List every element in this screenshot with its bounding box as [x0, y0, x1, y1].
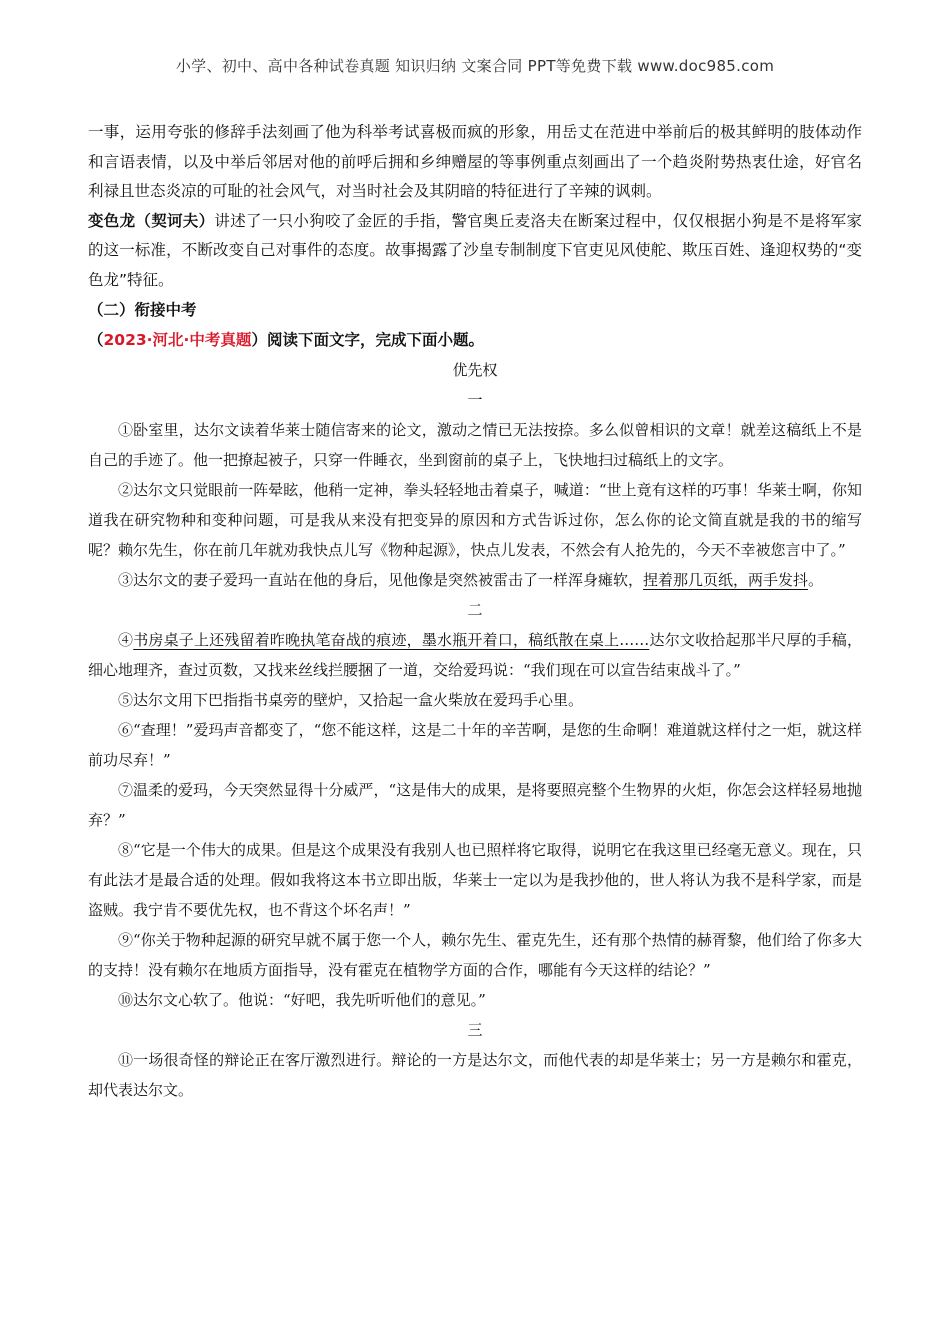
underlined-sentence-1: 捏着那几页纸，两手发抖: [643, 571, 809, 589]
passage-paragraph-1: ①卧室里，达尔文读着华莱士随信寄来的论文，激动之情已无法按捺。多么似曾相识的文章！就差这稿纸上不是自己的手迹了。他一把撩起被子，只穿一件睡衣，坐到窗前的桌子上，飞快地扫过稿纸上的文字。: [88, 421, 862, 469]
passage-paragraph-10: ⑩达尔文心软了。他说：“好吧，我先听听他们的意见。”: [118, 991, 486, 1009]
question-instruction: （2023·河北·中考真题）阅读下面文字，完成下面小题。: [88, 331, 484, 349]
passage-paragraph-4: ④书房桌子上还残留着昨晚执笔奋战的痕迹，墨水瓶开着口，稿纸散在桌上……达尔文收拾起那半尺厚的手稿，细心地理齐，查过页数，又找来丝线拦腰捆了一道，交给爱玛说：“我们现在可以宣告结束战斗了。”: [88, 631, 862, 679]
passage-paragraph-8: ⑧“它是一个伟大的成果。但是这个成果没有我别人也已照样将它取得，说明它在我这里已经毫无意义。现在，只有此法才是最合适的处理。假如我将这本书立即出版，华莱士一定以为是我抄他的，世人将认为我不是科学家，而是盗贼。我宁肯不要优先权，也不背这个坏名声！”: [88, 841, 862, 919]
passage-paragraph-11: ⑪一场很奇怪的辩论正在客厅激烈进行。辩论的一方是达尔文，而他代表的却是华莱士；另一方是赖尔和霍克，却代表达尔文。: [88, 1051, 862, 1099]
passage-paragraph-7: ⑦温柔的爱玛，今天突然显得十分威严，“这是伟大的成果，是将要照亮整个生物界的火炬，你怎会这样轻易地抛弃？”: [88, 781, 862, 829]
work-title-chameleon: 变色龙（契诃夫）: [88, 211, 215, 230]
section-heading: （二）衔接中考: [88, 301, 197, 319]
passage-paragraph-9: ⑨“你关于物种起源的研究早就不属于您一个人，赖尔先生、霍克先生，还有那个热情的赫胥黎，他们给了你多大的支持！没有赖尔在地质方面指导，没有霍克在植物学方面的合作，哪能有今天这样的结论？”: [88, 931, 862, 979]
underlined-sentence-2: 书房桌子上还残留着昨晚执笔奋战的痕迹，墨水瓶开着口，稿纸散在桌上……: [133, 631, 650, 649]
passage-title: 优先权: [452, 361, 498, 379]
page-content: [88, 118, 862, 1105]
intro-paragraph-1: 一事，运用夸张的修辞手法刻画了他为科举考试喜极而疯的形象，用岳丈在范进中举前后的极其鲜明的肢体动作和言语表情，以及中举后邻居对他的前呼后拥和乡绅赠屋的等事例重点刻画出了一个趋炎附势热衷仕途，好官名利禄且世态炎凉的可耻的社会风气，对当时社会及其阴暗的特征进行了辛辣的讽刺。: [88, 123, 862, 200]
part-heading-3: 三: [467, 1021, 483, 1039]
question-source: 2023·河北·中考真题: [103, 331, 252, 349]
passage-paragraph-2: ②达尔文只觉眼前一阵晕眩，他稍一定神，拳头轻轻地击着桌子，喊道：“世上竟有这样的巧事！华莱士啊，你知道我在研究物种和变种问题，可是我从来没有把变异的原因和方式告诉过你，怎么你的论文简直就是我的书的缩写呢？赖尔先生，你在前几年就劝我快点儿写《物种起源》，快点儿发表，不然会有人抢先的，今天不幸被您言中了。”: [88, 481, 862, 559]
page-header: 小学、初中、高中各种试卷真题 知识归纳 文案合同 PPT等免费下载 www.doc985.com: [175, 57, 775, 75]
part-heading-1: 一: [467, 391, 483, 409]
passage-paragraph-6: ⑥“查理！”爱玛声音都变了，“您不能这样，这是二十年的辛苦啊，是您的生命啊！难道就这样付之一炬，就这样前功尽弃！”: [88, 721, 862, 769]
intro-section: [88, 118, 862, 295]
passage-paragraph-3: ③达尔文的妻子爱玛一直站在他的身后，见他像是突然被雷击了一样浑身瘫软，捏着那几页纸，两手发抖。: [118, 571, 824, 589]
intro-paragraph-2: [88, 207, 862, 296]
intro-paragraph-2-text: 讲述了一只小狗咬了金匠的手指，警官奥丘麦洛夫在断案过程中，仅仅根据小狗是不是将军家的这一标准，不断改变自己对事件的态度。故事揭露了沙皇专制制度下官吏见风使舵、欺压百姓、逢迎权势的“变色龙”特征。: [88, 211, 862, 289]
reading-passage: [88, 355, 862, 1105]
part-heading-2: 二: [467, 601, 483, 619]
passage-paragraph-5: ⑤达尔文用下巴指指书桌旁的壁炉，又拾起一盒火柴放在爱玛手心里。: [118, 691, 584, 709]
